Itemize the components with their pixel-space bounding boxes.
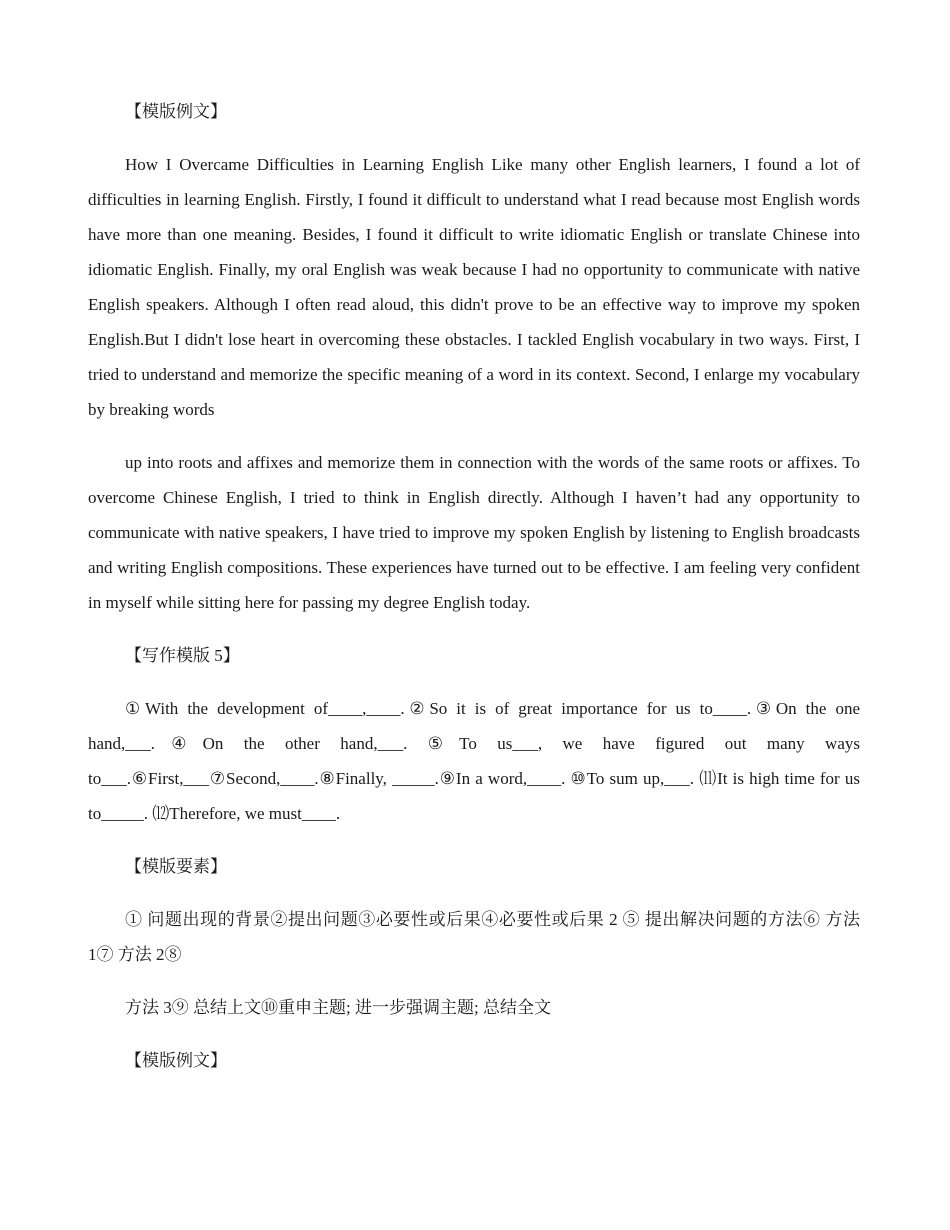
- elements-paragraph-2: 方法 3⑨ 总结上文⑩重申主题; 进一步强调主题; 总结全文: [125, 998, 551, 1017]
- essay-paragraph-1: How I Overcame Difficulties in Learning English Like many other English learners, I found a lot of difficulties in learning English. Firstly, I found it difficult to understand what I read because most English words have more than one meaning. Besides, I found it difficult to write idiomatic English or translate Chinese into idiomatic English. Finally, my oral English was weak because I had no opportunity to communicate with native English speakers. Although I often read aloud, this didn't prove to be an effective way to improve my spoken English.But I didn't lose heart in overcoming these obstacles. I tackled English vocabulary in two ways. First, I tried to understand and memorize the specific meaning of a word in its context. Second, I enlarge my vocabulary by breaking words: [88, 155, 860, 419]
- section-heading-elements: 【模版要素】: [125, 857, 227, 876]
- essay-paragraph-2: up into roots and affixes and memorize them in connection with the words of the same roots or affixes. To overcome Chinese English, I tried to think in English directly. Although I haven’t had any opportunity to communicate with native speakers, I have tried to improve my spoken English by listening to English broadcasts and writing English compositions. These experiences have turned out to be effective. I am feeling very confident in myself while sitting here for passing my degree English today.: [88, 453, 860, 612]
- section-heading-example: 【模版例文】: [125, 102, 227, 121]
- elements-paragraph-1: ① 问题出现的背景②提出问题③必要性或后果④必要性或后果 2 ⑤ 提出解决问题的方法⑥ 方法 1⑦ 方法 2⑧: [88, 910, 860, 964]
- section-heading-example-2: 【模版例文】: [125, 1051, 227, 1070]
- document-page: [88, 94, 860, 1096]
- template-paragraph: ①With the development of____,____.②So it is of great importance for us to____.③On the one hand,___.④On the other hand,___. ⑤To us___, we have figured out many ways to___.⑥First,___⑦Second,____.⑧Finally, _____.⑨In a word,____. ⑩To sum up,___. ⑾It is high time for us to_____. ⑿Therefore, we must____.: [88, 699, 860, 823]
- section-heading-template: 【写作模版 5】: [125, 646, 240, 665]
